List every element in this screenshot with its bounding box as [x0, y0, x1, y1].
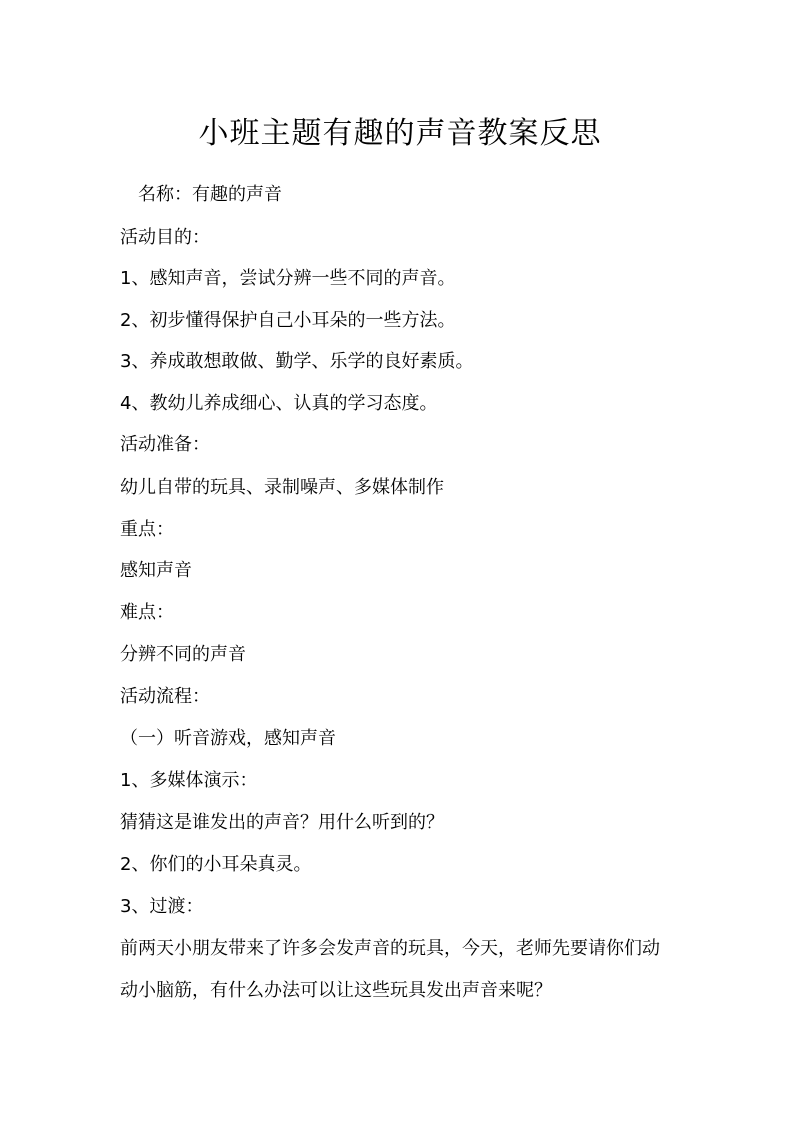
- process-item-3: 3、过渡：: [120, 896, 204, 917]
- goal-item-1: 1、感知声音，尝试分辨一些不同的声音。: [120, 268, 456, 289]
- goal-item-3: 3、养成敢想敢做、勤学、乐学的良好素质。: [120, 351, 474, 372]
- section-heading-key-point: 重点：: [120, 519, 174, 540]
- key-point-text: 感知声音: [120, 560, 192, 581]
- difficulty-text: 分辨不同的声音: [120, 644, 246, 665]
- preparation-text: 幼儿自带的玩具、录制噪声、多媒体制作: [120, 477, 444, 498]
- transition-text-line-1: 前两天小朋友带来了许多会发声音的玩具，今天，老师先要请你们动: [120, 938, 660, 959]
- section-heading-process: 活动流程：: [120, 686, 210, 707]
- process-item-1-text: 猜猜这是谁发出的声音？用什么听到的？: [120, 812, 444, 833]
- goal-item-2: 2、初步懂得保护自己小耳朵的一些方法。: [120, 310, 456, 331]
- section-heading-difficulty: 难点：: [120, 602, 174, 623]
- process-item-1: 1、多媒体演示：: [120, 770, 258, 791]
- transition-text-line-2: 动小脑筋，有什么办法可以让这些玩具发出声音来呢？: [120, 980, 552, 1001]
- name-line: 名称：有趣的声音: [120, 184, 282, 205]
- process-step-1-heading: （一）听音游戏，感知声音: [120, 728, 336, 749]
- process-item-2: 2、你们的小耳朵真灵。: [120, 854, 312, 875]
- section-heading-preparation: 活动准备：: [120, 434, 210, 455]
- document-title: 小班主题有趣的声音教案反思: [198, 116, 602, 151]
- section-heading-goals: 活动目的：: [120, 227, 210, 248]
- goal-item-4: 4、教幼儿养成细心、认真的学习态度。: [120, 393, 438, 414]
